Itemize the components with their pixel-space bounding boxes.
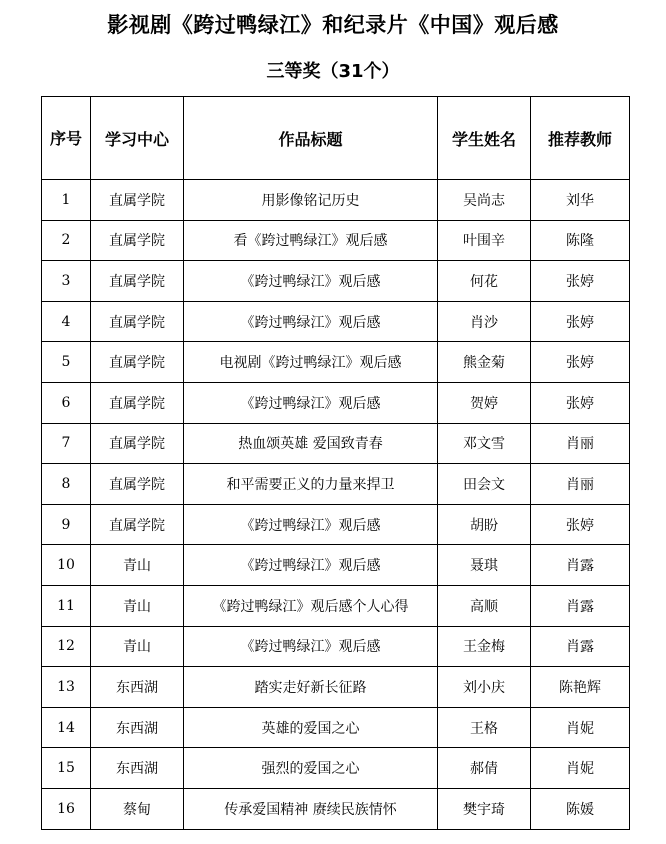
cell-student-name: 吴尚志 [438, 180, 531, 221]
cell-recommending-teacher: 刘华 [531, 180, 630, 221]
cell-work-title: 和平需要正义的力量来捍卫 [184, 464, 438, 505]
cell-learning-center: 直属学院 [91, 220, 184, 261]
cell-recommending-teacher: 肖露 [531, 626, 630, 667]
cell-student-name: 郝倩 [438, 748, 531, 789]
cell-learning-center: 直属学院 [91, 382, 184, 423]
table-row [42, 585, 630, 626]
table-row [42, 423, 630, 464]
table-row [42, 707, 630, 748]
header-recommending-teacher: 推荐教师 [531, 97, 630, 180]
table-row [42, 748, 630, 789]
cell-work-title: 踏实走好新长征路 [184, 667, 438, 708]
cell-learning-center: 青山 [91, 585, 184, 626]
cell-number: 12 [42, 626, 91, 667]
cell-learning-center: 东西湖 [91, 707, 184, 748]
cell-work-title: 传承爱国精神 赓续民族情怀 [184, 788, 438, 829]
cell-number: 3 [42, 261, 91, 302]
cell-student-name: 樊宇琦 [438, 788, 531, 829]
cell-learning-center: 青山 [91, 626, 184, 667]
document-title: 影视剧《跨过鸭绿江》和纪录片《中国》观后感 [107, 13, 559, 37]
cell-recommending-teacher: 陈艳辉 [531, 667, 630, 708]
cell-number: 13 [42, 667, 91, 708]
cell-learning-center: 直属学院 [91, 301, 184, 342]
cell-work-title: 用影像铭记历史 [184, 180, 438, 221]
cell-recommending-teacher: 肖露 [531, 545, 630, 586]
cell-number: 10 [42, 545, 91, 586]
table-row [42, 382, 630, 423]
table-row [42, 667, 630, 708]
header-student-name: 学生姓名 [438, 97, 531, 180]
cell-student-name: 熊金菊 [438, 342, 531, 383]
cell-learning-center: 东西湖 [91, 667, 184, 708]
cell-learning-center: 直属学院 [91, 504, 184, 545]
awards-table [41, 96, 630, 830]
cell-student-name: 贺婷 [438, 382, 531, 423]
cell-work-title: 《跨过鸭绿江》观后感 [184, 626, 438, 667]
cell-work-title: 热血颂英雄 爱国致青春 [184, 423, 438, 464]
cell-learning-center: 直属学院 [91, 261, 184, 302]
cell-work-title: 看《跨过鸭绿江》观后感 [184, 220, 438, 261]
cell-work-title: 英雄的爱国之心 [184, 707, 438, 748]
table-row [42, 626, 630, 667]
cell-recommending-teacher: 肖丽 [531, 423, 630, 464]
table-body [42, 180, 630, 830]
table-row [42, 545, 630, 586]
cell-learning-center: 东西湖 [91, 748, 184, 789]
cell-work-title: 强烈的爱国之心 [184, 748, 438, 789]
cell-recommending-teacher: 肖妮 [531, 748, 630, 789]
cell-recommending-teacher: 张婷 [531, 342, 630, 383]
table-row [42, 788, 630, 829]
cell-student-name: 刘小庆 [438, 667, 531, 708]
cell-student-name: 王金梅 [438, 626, 531, 667]
cell-work-title: 《跨过鸭绿江》观后感 [184, 382, 438, 423]
cell-recommending-teacher: 张婷 [531, 261, 630, 302]
cell-number: 7 [42, 423, 91, 464]
cell-number: 1 [42, 180, 91, 221]
cell-number: 16 [42, 788, 91, 829]
cell-work-title: 《跨过鸭绿江》观后感 [184, 301, 438, 342]
cell-number: 14 [42, 707, 91, 748]
cell-learning-center: 蔡甸 [91, 788, 184, 829]
cell-student-name: 高顺 [438, 585, 531, 626]
cell-recommending-teacher: 张婷 [531, 382, 630, 423]
cell-student-name: 肖沙 [438, 301, 531, 342]
cell-recommending-teacher: 肖丽 [531, 464, 630, 505]
cell-recommending-teacher: 张婷 [531, 504, 630, 545]
header-number [42, 97, 91, 180]
cell-recommending-teacher: 陈媛 [531, 788, 630, 829]
cell-student-name: 邓文雪 [438, 423, 531, 464]
cell-number: 8 [42, 464, 91, 505]
table-row [42, 261, 630, 302]
cell-learning-center: 直属学院 [91, 180, 184, 221]
cell-number: 5 [42, 342, 91, 383]
cell-work-title: 《跨过鸭绿江》观后感 [184, 504, 438, 545]
cell-recommending-teacher: 陈隆 [531, 220, 630, 261]
table-row [42, 220, 630, 261]
header-number-label: 序号 [49, 128, 82, 148]
cell-recommending-teacher: 肖露 [531, 585, 630, 626]
cell-student-name: 聂琪 [438, 545, 531, 586]
table-row [42, 301, 630, 342]
cell-student-name: 何花 [438, 261, 531, 302]
cell-student-name: 叶围辛 [438, 220, 531, 261]
award-level-subtitle: 三等奖（31个） [266, 61, 400, 82]
cell-learning-center: 直属学院 [91, 423, 184, 464]
cell-number: 6 [42, 382, 91, 423]
cell-number: 15 [42, 748, 91, 789]
table-row [42, 180, 630, 221]
cell-work-title: 《跨过鸭绿江》观后感 [184, 261, 438, 302]
cell-number: 4 [42, 301, 91, 342]
cell-number: 2 [42, 220, 91, 261]
header-learning-center: 学习中心 [91, 97, 184, 180]
cell-student-name: 王格 [438, 707, 531, 748]
table-row [42, 342, 630, 383]
table-row [42, 504, 630, 545]
cell-learning-center: 直属学院 [91, 342, 184, 383]
cell-student-name: 胡盼 [438, 504, 531, 545]
header-work-title: 作品标题 [184, 97, 438, 180]
cell-work-title: 《跨过鸭绿江》观后感 [184, 545, 438, 586]
cell-learning-center: 直属学院 [91, 464, 184, 505]
table-row [42, 464, 630, 505]
cell-student-name: 田会文 [438, 464, 531, 505]
cell-number: 11 [42, 585, 91, 626]
cell-number: 9 [42, 504, 91, 545]
cell-work-title: 《跨过鸭绿江》观后感个人心得 [184, 585, 438, 626]
cell-recommending-teacher: 肖妮 [531, 707, 630, 748]
cell-recommending-teacher: 张婷 [531, 301, 630, 342]
table-header-row [42, 97, 630, 180]
cell-learning-center: 青山 [91, 545, 184, 586]
cell-work-title: 电视剧《跨过鸭绿江》观后感 [184, 342, 438, 383]
